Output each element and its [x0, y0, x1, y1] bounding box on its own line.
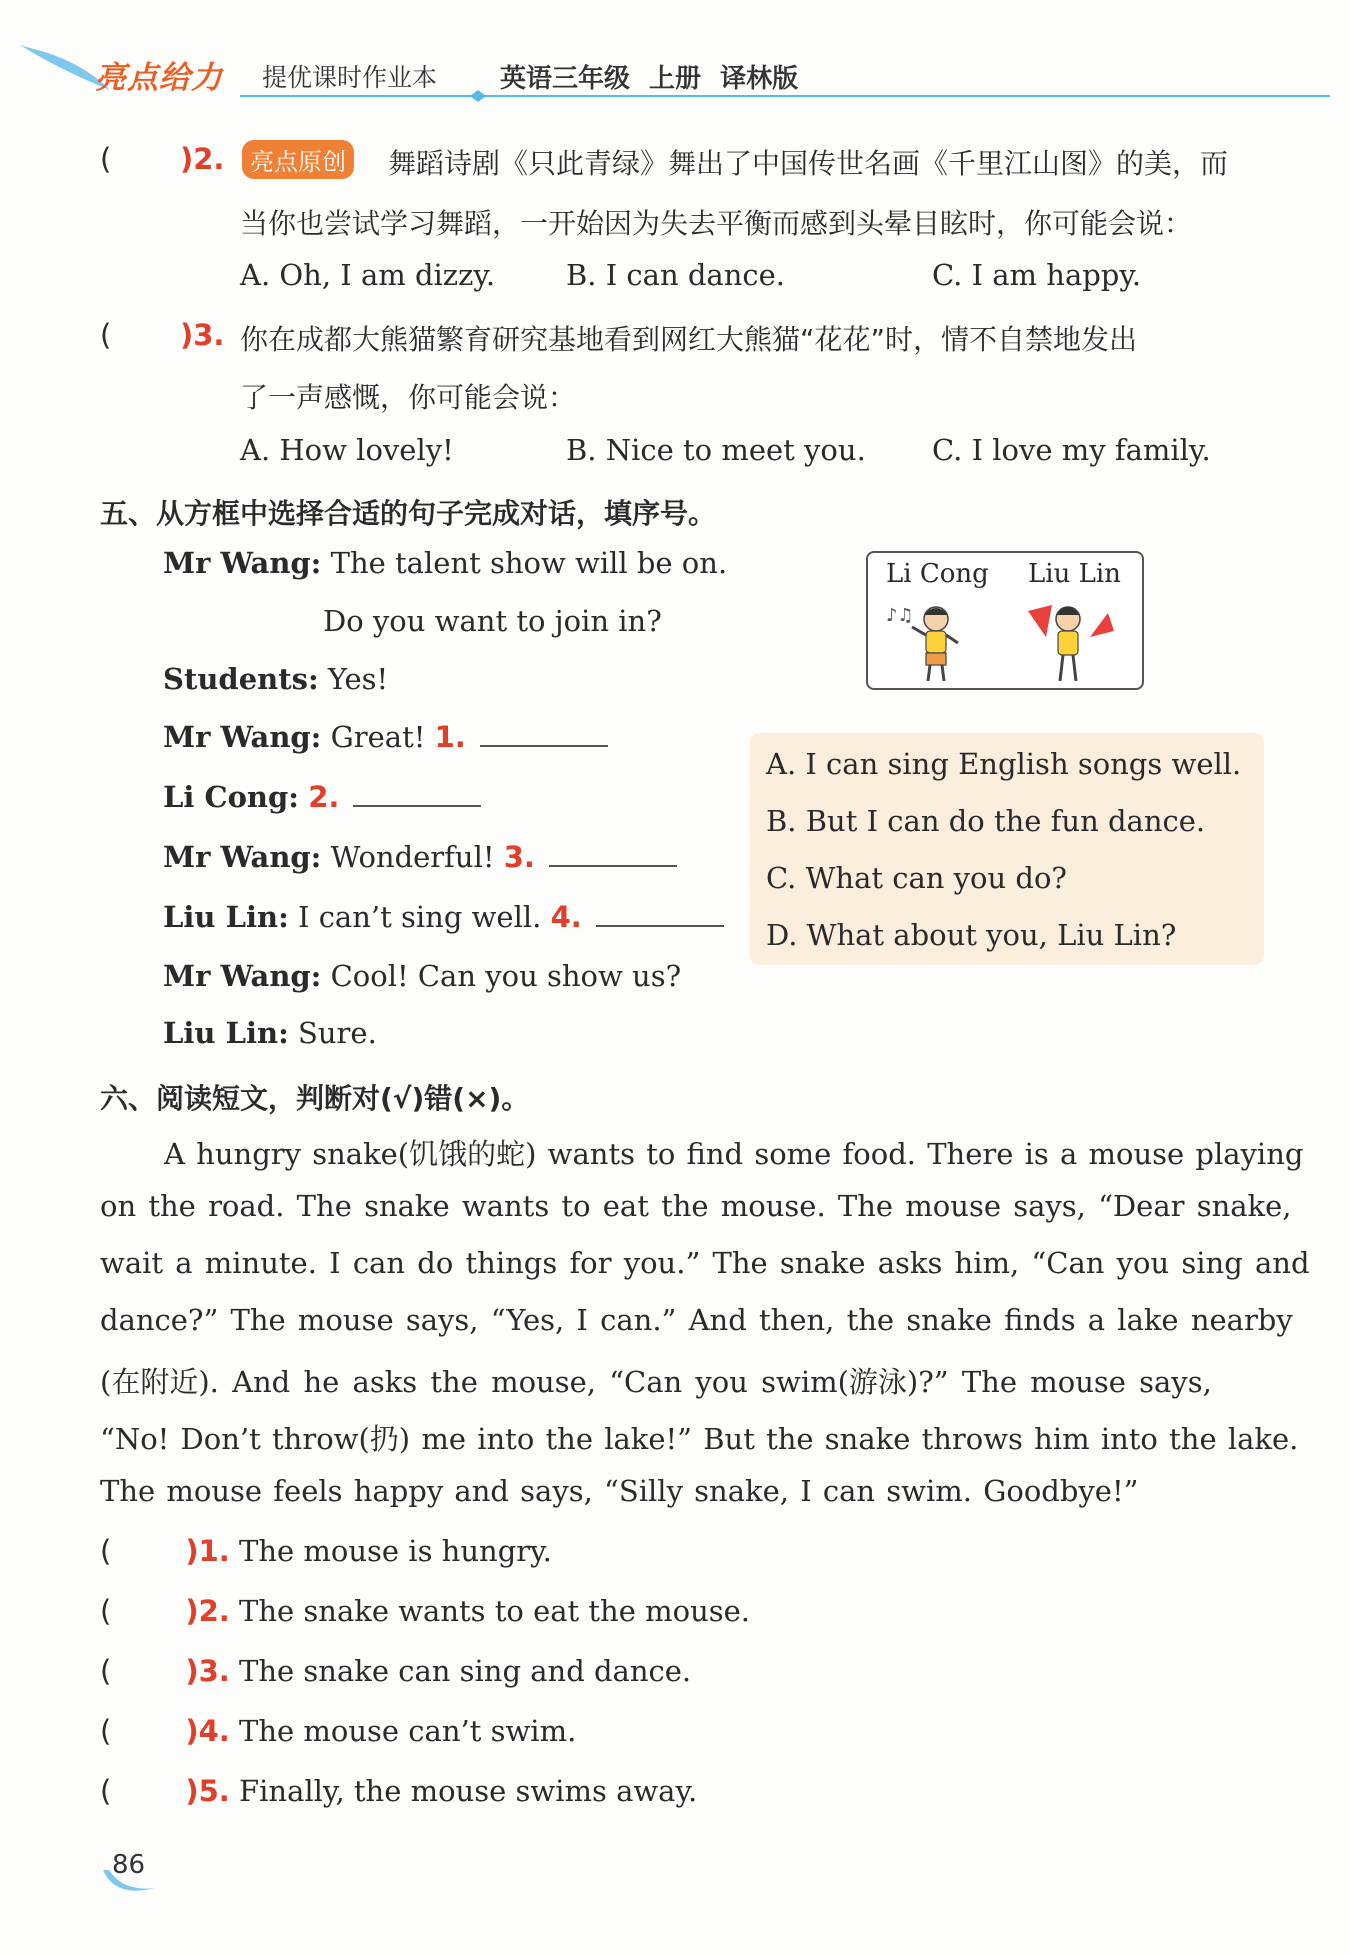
answer-blank-1[interactable]: [480, 723, 608, 747]
dialog-line: Mr Wang: Great! 1.: [163, 720, 727, 780]
dialog-line: Mr Wang: Wonderful! 3.: [163, 840, 727, 900]
answer-blank-3[interactable]: [549, 843, 677, 867]
dialog-line: Liu Lin: I can’t sing well. 4.: [163, 900, 727, 959]
option-d: D. What about you, Liu Lin?: [766, 918, 1177, 952]
svg-text:♪♫: ♪♫: [886, 605, 914, 626]
answer-blank-2[interactable]: [353, 783, 481, 807]
q3-number: )3.: [180, 318, 225, 352]
q2-text-line2: 当你也尝试学习舞蹈，一开始因为失去平衡而感到头晕目眩时，你可能会说：: [240, 207, 1193, 240]
passage-line: on the road. The snake wants to eat the mouse. The mouse says, “Dear snake,: [100, 1189, 1292, 1223]
question-row: ( )5. Finally, the mouse swims away.: [100, 1774, 698, 1808]
section5-title: 五、从方框中选择合适的句子完成对话，填序号。: [100, 497, 717, 530]
judgement-questions: [100, 1534, 750, 1834]
header-brand: 亮点给力: [95, 60, 223, 96]
picture-label-li-cong: Li Cong: [886, 559, 989, 589]
reading-passage: [100, 1132, 1310, 1531]
dialog-line: Mr Wang: The talent show will be on.: [163, 546, 728, 580]
passage-line: (在附近). And he asks the mouse, “Can you swim(游泳)?” The mouse says,: [100, 1365, 1212, 1399]
q2-option-b: B. I can dance.: [566, 258, 786, 292]
option-b: B. But I can do the fun dance.: [766, 804, 1206, 838]
dialog-line: Do you want to join in?: [323, 604, 662, 638]
passage-line: wait a minute. I can do things for you.” The snake asks him, “Can you sing and: [100, 1246, 1310, 1280]
option-c: C. What can you do?: [766, 861, 1067, 895]
passage-line: dance?” The mouse says, “Yes, I can.” And then, the snake finds a lake nearby: [100, 1303, 1293, 1337]
dialog-line: Mr Wang: Cool! Can you show us?: [163, 959, 682, 993]
option-a: A. I can sing English songs well.: [766, 747, 1242, 781]
q3-text-line2: 了一声感慨，你可能会说：: [240, 381, 577, 414]
question-row: ( )2. The snake wants to eat the mouse.: [100, 1594, 751, 1628]
q2-number: )2.: [180, 142, 225, 176]
passage-line: “No! Don’t throw(扔) me into the lake!” But the snake throws him into the lake.: [100, 1422, 1299, 1456]
q2-option-c: C. I am happy.: [932, 258, 1142, 292]
q3-paren: (: [100, 318, 112, 352]
header-grade: 英语三年级 上册 译林版: [500, 64, 799, 94]
children-illustration: [868, 591, 1142, 686]
passage-line: The mouse feels happy and says, “Silly snake, I can swim. Goodbye!”: [100, 1474, 1139, 1508]
answer-blank-4[interactable]: [596, 903, 724, 927]
q3-text-line1: 你在成都大熊猫繁育研究基地看到网红大熊猫“花花”时，情不自禁地发出: [240, 323, 1138, 356]
illustration-box: [866, 551, 1144, 690]
page-number: 86: [112, 1850, 146, 1880]
dialog: [163, 546, 727, 1073]
passage-line: A hungry snake(饥饿的蛇) wants to find some food. There is a mouse playing: [164, 1137, 1304, 1171]
dialog-line: Li Cong: 2.: [163, 780, 727, 840]
question-row: ( )1. The mouse is hungry.: [100, 1534, 552, 1568]
question-row: ( )3. The snake can sing and dance.: [100, 1654, 692, 1688]
options-box: [750, 733, 1264, 965]
dialog-line: Students: Yes!: [163, 662, 389, 696]
q3-option-a: A. How lovely!: [240, 433, 454, 467]
original-tag: 亮点原创: [242, 140, 354, 179]
dialog-line: Liu Lin: Sure.: [163, 1016, 377, 1050]
q2-text-line1: 舞蹈诗剧《只此青绿》舞出了中国传世名画《千里江山图》的美，而: [388, 147, 1229, 180]
q3-option-c: C. I love my family.: [932, 433, 1211, 467]
section6-title: 六、阅读短文，判断对(√)错(×)。: [100, 1082, 530, 1115]
q3-option-b: B. Nice to meet you.: [566, 433, 866, 467]
q2-option-a: A. Oh, I am dizzy.: [240, 258, 496, 292]
question-row: ( )4. The mouse can’t swim.: [100, 1714, 577, 1748]
header-subtitle: 提优课时作业本: [262, 63, 438, 92]
picture-label-liu-lin: Liu Lin: [1028, 559, 1121, 589]
q2-paren: (: [100, 142, 112, 176]
